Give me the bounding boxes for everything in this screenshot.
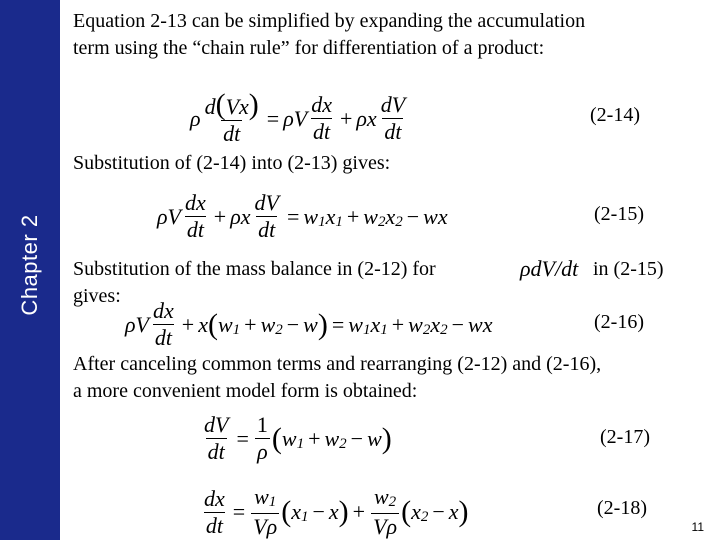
equation-number-2-16: (2-16) <box>594 311 644 333</box>
equation-2-16: ρV $\frac{dx}{dt}$ + x ( $w_1$ + $w_2$ − w ) = $w_1x_1$ + $w_2x_2$ − wx <box>125 298 493 350</box>
equation-number-2-14: (2-14) <box>590 104 640 126</box>
equation-2-17: $\frac{dV}{dt}$ = $\frac{1}{\rho}$ ( $w_1$ + $w_2$ − w ) <box>204 412 392 464</box>
inline-equation-rho-dv-dt: ρdV/dt <box>520 256 579 281</box>
paragraph-4-line-2: a more convenient model form is obtained: <box>73 380 418 402</box>
page-number: 11 <box>691 520 704 534</box>
equation-number-2-18: (2-18) <box>597 497 647 519</box>
paragraph-3-suffix: in (2-15) <box>593 258 664 280</box>
equation-number-2-17: (2-17) <box>600 426 650 448</box>
equation-2-15: ρV $\frac{dx}{dt}$ + ρx $\frac{dV}{dt}$ = $w_1x_1$ + $w_2x_2$ − wx <box>157 190 448 242</box>
paragraph-4 <box>73 351 601 405</box>
chapter-sidebar <box>0 0 60 540</box>
paragraph-3-line-1: Substitution of the mass balance in (2-12) for <box>73 258 436 280</box>
paragraph-4-line-1: After canceling common terms and rearranging (2-12) and (2-16), <box>73 353 602 375</box>
paragraph-3-line-2: gives: <box>73 285 121 307</box>
paragraph-1-line-1: Equation 2-13 can be simplified by expanding the accumulation <box>73 10 586 32</box>
paragraph-2: Substitution of (2-14) into (2-13) gives: <box>73 152 391 174</box>
chapter-label: Chapter 2 <box>17 214 42 316</box>
paragraph-1 <box>73 8 585 62</box>
equation-number-2-15: (2-15) <box>594 203 644 225</box>
equation-2-18: $\frac{dx}{dt}$ = $\frac{w_1}{V\rho}$ ( $x_1$ − x ) + $\frac{w_2}{V\rho}$ ( $x_2$ − x ) <box>204 484 469 539</box>
equation-2-14: ρ $\frac{d(Vx)}{dt}$ = ρV $\frac{dx}{dt}$ + ρx $\frac{dV}{dt}$ <box>190 88 406 146</box>
paragraph-1-line-2: term using the “chain rule” for differentiation of a product: <box>73 37 545 59</box>
